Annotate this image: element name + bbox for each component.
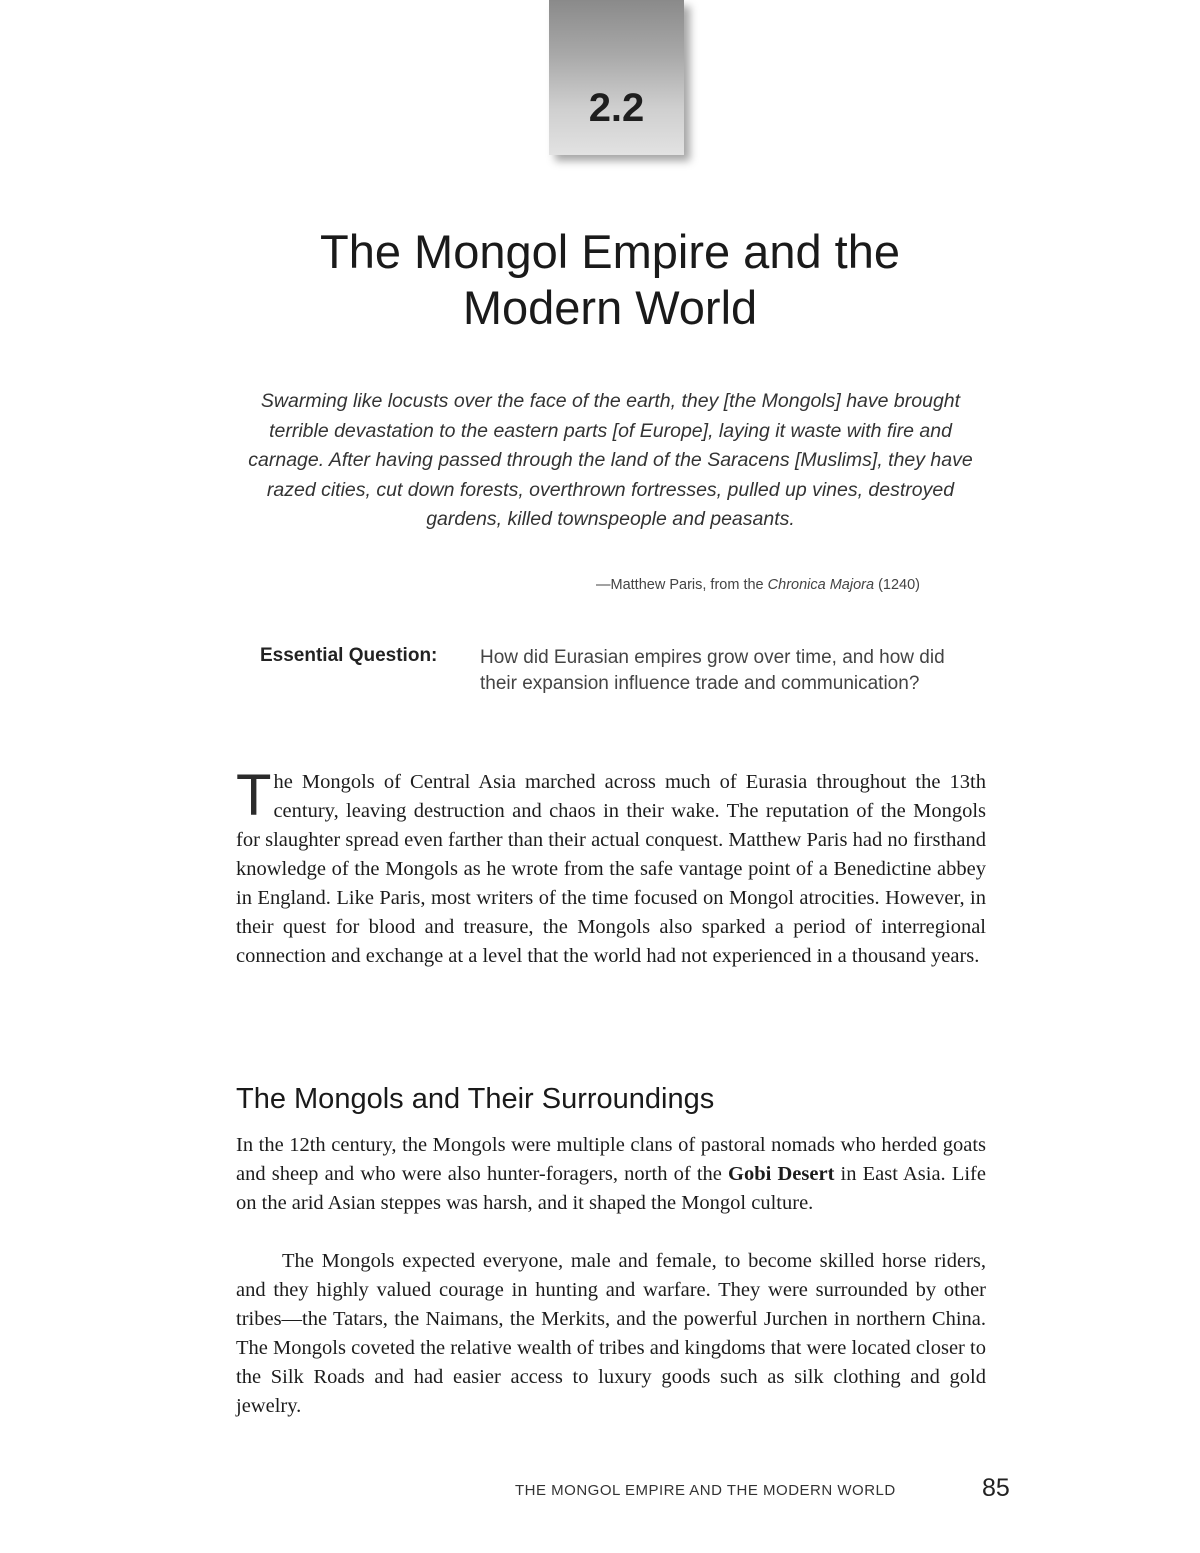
- attribution-source-title: Chronica Majora: [767, 577, 875, 593]
- attribution-year: (1240): [874, 577, 920, 593]
- section-number-tab: [549, 0, 684, 155]
- drop-cap: T: [236, 763, 272, 828]
- attribution-author: —Matthew Paris, from the: [596, 577, 768, 593]
- page-number: 85: [982, 1474, 1010, 1502]
- running-footer-title: THE MONGOL EMPIRE AND THE MODERN WORLD: [515, 1482, 896, 1499]
- key-term-gobi-desert: Gobi Desert: [728, 1163, 835, 1185]
- chapter-title-line-2: Modern World: [462, 281, 758, 334]
- epigraph-attribution: [500, 577, 920, 593]
- body-paragraph-1: [236, 1131, 986, 1218]
- section-number: 2.2: [588, 86, 645, 130]
- chapter-title: [200, 224, 1020, 336]
- epigraph-quote: Swarming like locusts over the face of the earth, they [the Mongols] have brought terrible devastation to the eastern parts [of Europe], laying it waste with fire and carnage. After having passed through the land of the Saracens [Muslims], they have razed cities, cut down forests, overthrown fortresses, pulled up vines, destroyed gardens, killed townspeople and peasants.: [248, 390, 973, 530]
- paragraph-1-start: In the 12th century, the Mongols were multiple clans of pastoral nomads who herded goats and sheep and who were also hunter-foragers, north of the: [236, 1134, 986, 1185]
- paragraph-1-end: in East Asia. Life on the arid Asian steppes was harsh, and it shaped the Mongol culture.: [236, 1163, 986, 1214]
- essential-question-text: How did Eurasian empires grow over time, and how did their expansion influence trade and communication?: [480, 647, 945, 694]
- intro-text: he Mongols of Central Asia marched across much of Eurasia throughout the 13th century, leaving destruction and chaos in their wake. The reputation of the Mongols for slaughter spread even farther than their actual conquest. Matthew Paris had no firsthand knowledge of the Mongols as he wrote from the safe vantage point of a Benedictine abbey in England. Like Paris, most writers of the time focused on Mongol atrocities. However, in their quest for blood and treasure, the Mongols also sparked a period of interregional connection and exchange at a level that the world had not experienced in a thousand years.: [236, 771, 986, 967]
- essential-question-label: Essential Question:: [260, 645, 438, 666]
- section-heading: The Mongols and Their Surroundings: [236, 1083, 715, 1115]
- intro-paragraph: [236, 763, 986, 971]
- chapter-title-line-1: The Mongol Empire and the: [320, 225, 900, 278]
- body-paragraph-2: The Mongols expected everyone, male and female, to become skilled horse riders, and they highly valued courage in hunting and warfare. They were surrounded by other tribes—the Tatars, the Naimans, the Merkits, and the powerful Jurchen in northern China. The Mongols coveted the relative wealth of tribes and kingdoms that were located closer to the Silk Roads and had easier access to luxury goods such as silk clothing and gold jewelry.: [236, 1250, 986, 1417]
